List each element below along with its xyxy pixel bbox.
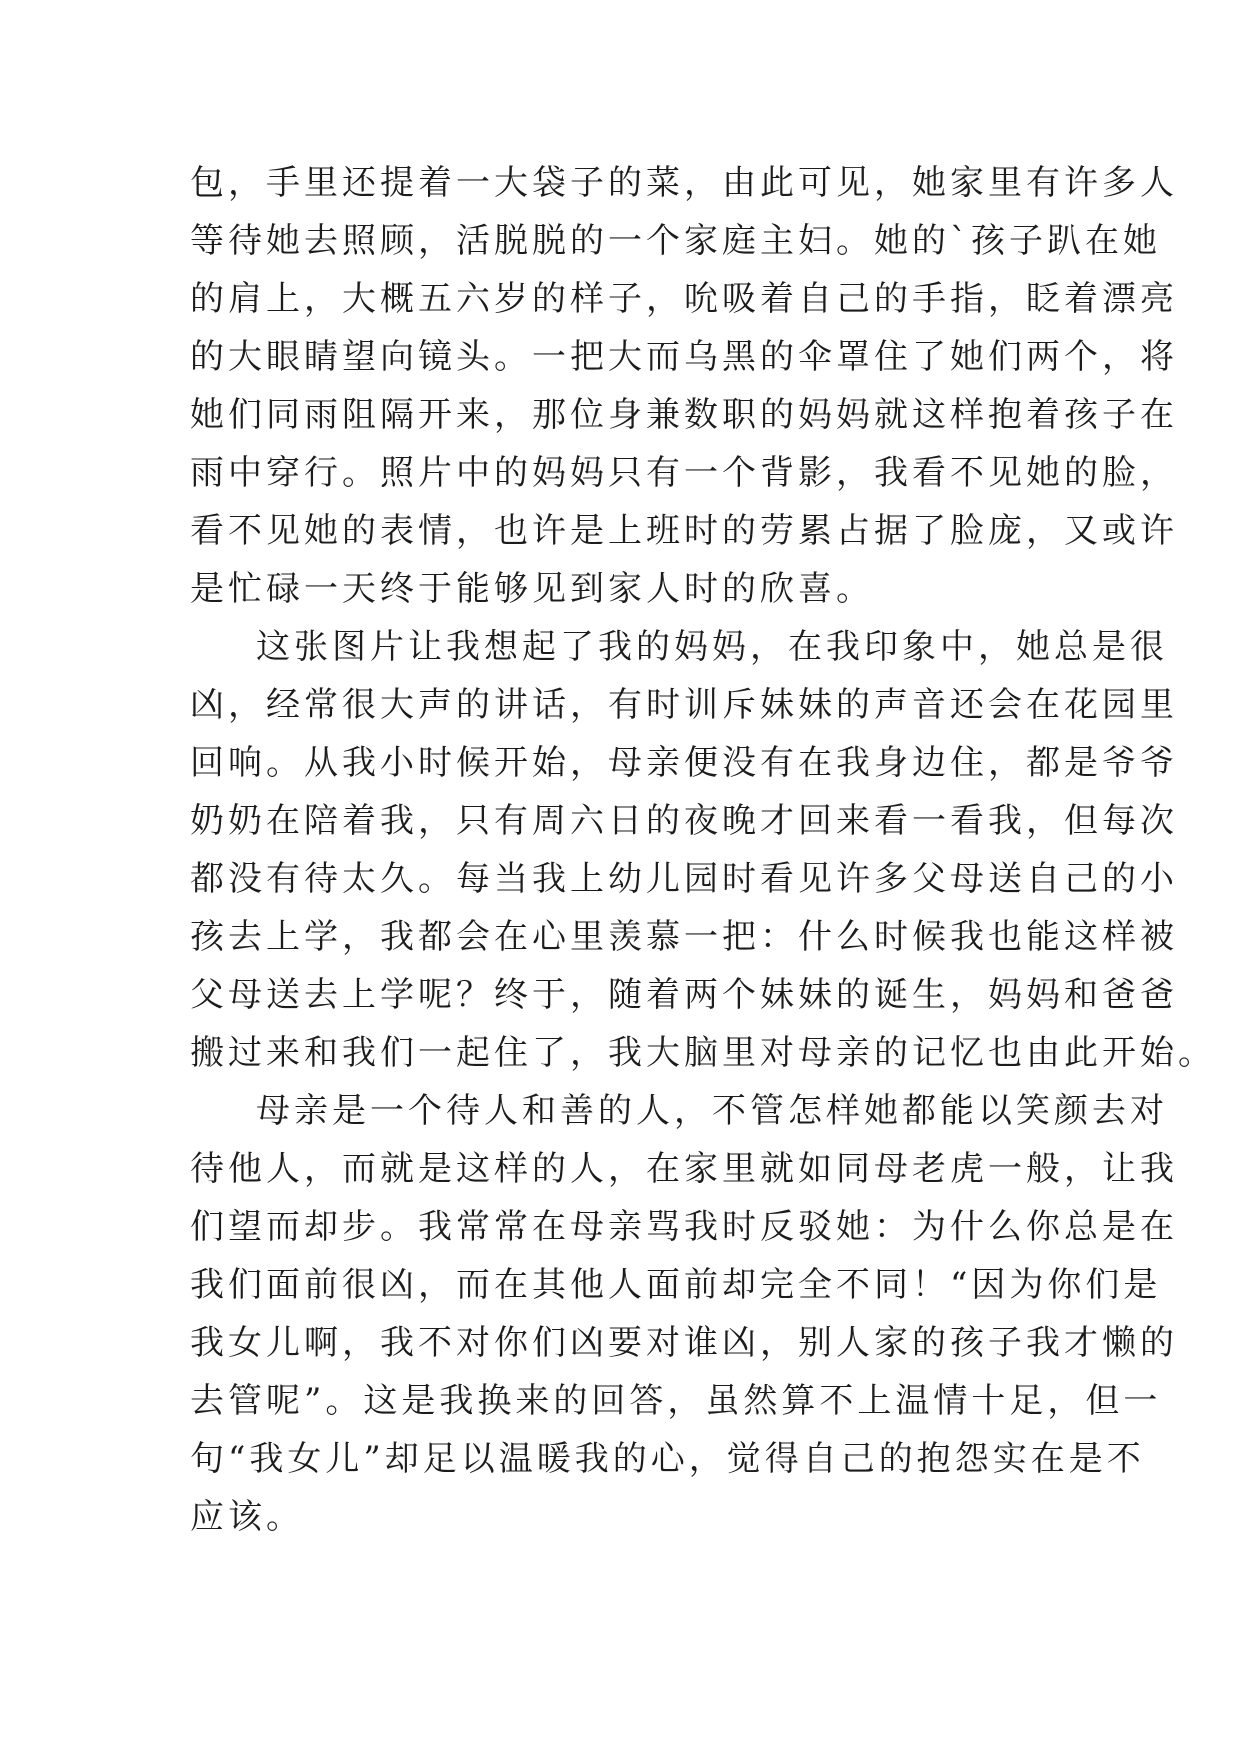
paragraph-start-line: 母亲是一个待人和善的人，不管怎样她都能以笑颜去对 xyxy=(256,1091,1168,1131)
text-line: 奶奶在陪着我，只有周六日的夜晚才回来看一看我，但每次 xyxy=(190,801,1178,841)
text-line: 是忙碌一天终于能够见到家人时的欣喜。 xyxy=(190,569,874,609)
text-line: 都没有待太久。每当我上幼儿园时看见许多父母送自己的小 xyxy=(190,859,1178,899)
text-line: 待他人，而就是这样的人，在家里就如同母老虎一般，让我 xyxy=(190,1149,1178,1189)
text-line: 搬过来和我们一起住了，我大脑里对母亲的记忆也由此开始。 xyxy=(190,1033,1216,1073)
text-line: 包，手里还提着一大袋子的菜，由此可见，她家里有许多人 xyxy=(190,163,1178,203)
text-line: 的肩上，大概五六岁的样子，吮吸着自己的手指，眨着漂亮 xyxy=(190,279,1178,319)
text-line: 凶，经常很大声的讲话，有时训斥妹妹的声音还会在花园里 xyxy=(190,685,1178,725)
text-line: 的大眼睛望向镜头。一把大而乌黑的伞罩住了她们两个，将 xyxy=(190,337,1178,377)
text-line: 去管呢”。这是我换来的回答，虽然算不上温情十足，但一 xyxy=(190,1381,1162,1421)
text-line: 看不见她的表情，也许是上班时的劳累占据了脸庞，又或许 xyxy=(190,511,1178,551)
text-line: 我女儿啊，我不对你们凶要对谁凶，别人家的孩子我才懒的 xyxy=(190,1323,1178,1363)
text-line: 句“我女儿”却足以温暖我的心，觉得自己的抱怨实在是不 xyxy=(190,1439,1145,1479)
text-line: 我们面前很凶，而在其他人面前却完全不同！“因为你们是 xyxy=(190,1265,1162,1305)
text-line: 雨中穿行。照片中的妈妈只有一个背影，我看不见她的脸， xyxy=(190,453,1178,493)
text-line: 她们同雨阻隔开来，那位身兼数职的妈妈就这样抱着孩子在 xyxy=(190,395,1178,435)
body-text xyxy=(190,154,1216,1546)
text-line: 父母送去上学呢？终于，随着两个妹妹的诞生，妈妈和爸爸 xyxy=(190,975,1178,1015)
text-line: 们望而却步。我常常在母亲骂我时反驳她：为什么你总是在 xyxy=(190,1207,1178,1247)
text-line: 应该。 xyxy=(190,1497,304,1537)
text-line: 回响。从我小时候开始，母亲便没有在我身边住，都是爷爷 xyxy=(190,743,1178,783)
text-line: 等待她去照顾，活脱脱的一个家庭主妇。她的`孩子趴在她 xyxy=(190,221,1161,261)
paragraph-start-line: 这张图片让我想起了我的妈妈，在我印象中，她总是很 xyxy=(256,627,1168,667)
text-line: 孩去上学，我都会在心里羡慕一把：什么时候我也能这样被 xyxy=(190,917,1178,957)
